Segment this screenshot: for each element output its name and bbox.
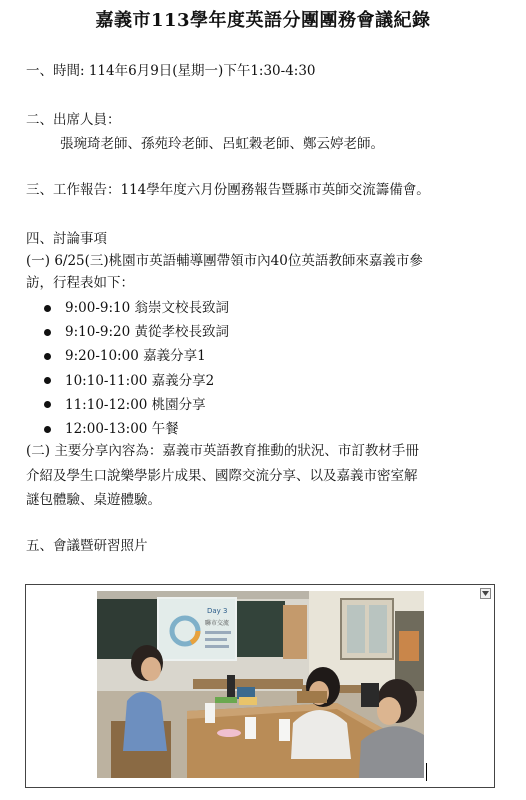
list-item: 9:20-10:00 嘉義分享1 bbox=[44, 344, 229, 368]
text-cursor bbox=[426, 763, 427, 781]
bullet-icon bbox=[44, 305, 51, 312]
bullet-icon bbox=[44, 353, 51, 360]
work-report: 三、工作報告：114學年度六月份團務報告暨縣市英師交流籌備會。 bbox=[26, 182, 430, 198]
document-title: 嘉義市113學年度英語分團團務會議紀錄 bbox=[95, 10, 431, 31]
discussion-item-2-line-2: 介紹及學生口說樂學影片成果、國際交流分享、以及嘉義市密室解 bbox=[26, 468, 418, 484]
slide-heading: Day 3 bbox=[207, 607, 228, 615]
list-item: 9:10-9:20 黃從孝校長致詞 bbox=[44, 320, 229, 344]
discussion-item-1-line-2: 訪，行程表如下： bbox=[26, 275, 134, 291]
chevron-down-icon[interactable] bbox=[480, 588, 491, 599]
list-item: 9:00-9:10 翁崇文校長致詞 bbox=[44, 296, 229, 320]
photos-heading: 五、會議暨研習照片 bbox=[26, 538, 148, 554]
discussion-heading: 四、討論事項 bbox=[26, 231, 107, 247]
meeting-photo bbox=[97, 591, 424, 778]
schedule-list bbox=[44, 296, 229, 441]
bullet-icon bbox=[44, 377, 51, 384]
bullet-icon bbox=[44, 401, 51, 408]
list-item: 12:00-13:00 午餐 bbox=[44, 417, 229, 441]
discussion-item-2-line-3: 謎包體驗、桌遊體驗。 bbox=[26, 492, 161, 508]
list-item: 11:10-12:00 桃園分享 bbox=[44, 393, 229, 417]
photo-frame[interactable] bbox=[25, 584, 495, 788]
attendees-heading: 二、出席人員： bbox=[26, 112, 121, 128]
slide-subtitle: 聯市交流 bbox=[205, 620, 230, 627]
attendees-list: 張琬琦老師、孫苑玲老師、呂虹穀老師、鄭云婷老師。 bbox=[60, 136, 384, 152]
discussion-item-1-line-1: (一) 6/25(三)桃園市英語輔導團帶領市內40位英語教師來嘉義市參 bbox=[26, 253, 423, 269]
list-item: 10:10-11:00 嘉義分享2 bbox=[44, 369, 229, 393]
meeting-time: 一、時間: 114年6月9日(星期一)下午1:30-4:30 bbox=[26, 63, 316, 79]
bullet-icon bbox=[44, 329, 51, 336]
discussion-item-2-line-1: (二) 主要分享內容為：嘉義市英語教育推動的狀況、市訂教材手冊 bbox=[26, 443, 419, 459]
bullet-icon bbox=[44, 426, 51, 433]
